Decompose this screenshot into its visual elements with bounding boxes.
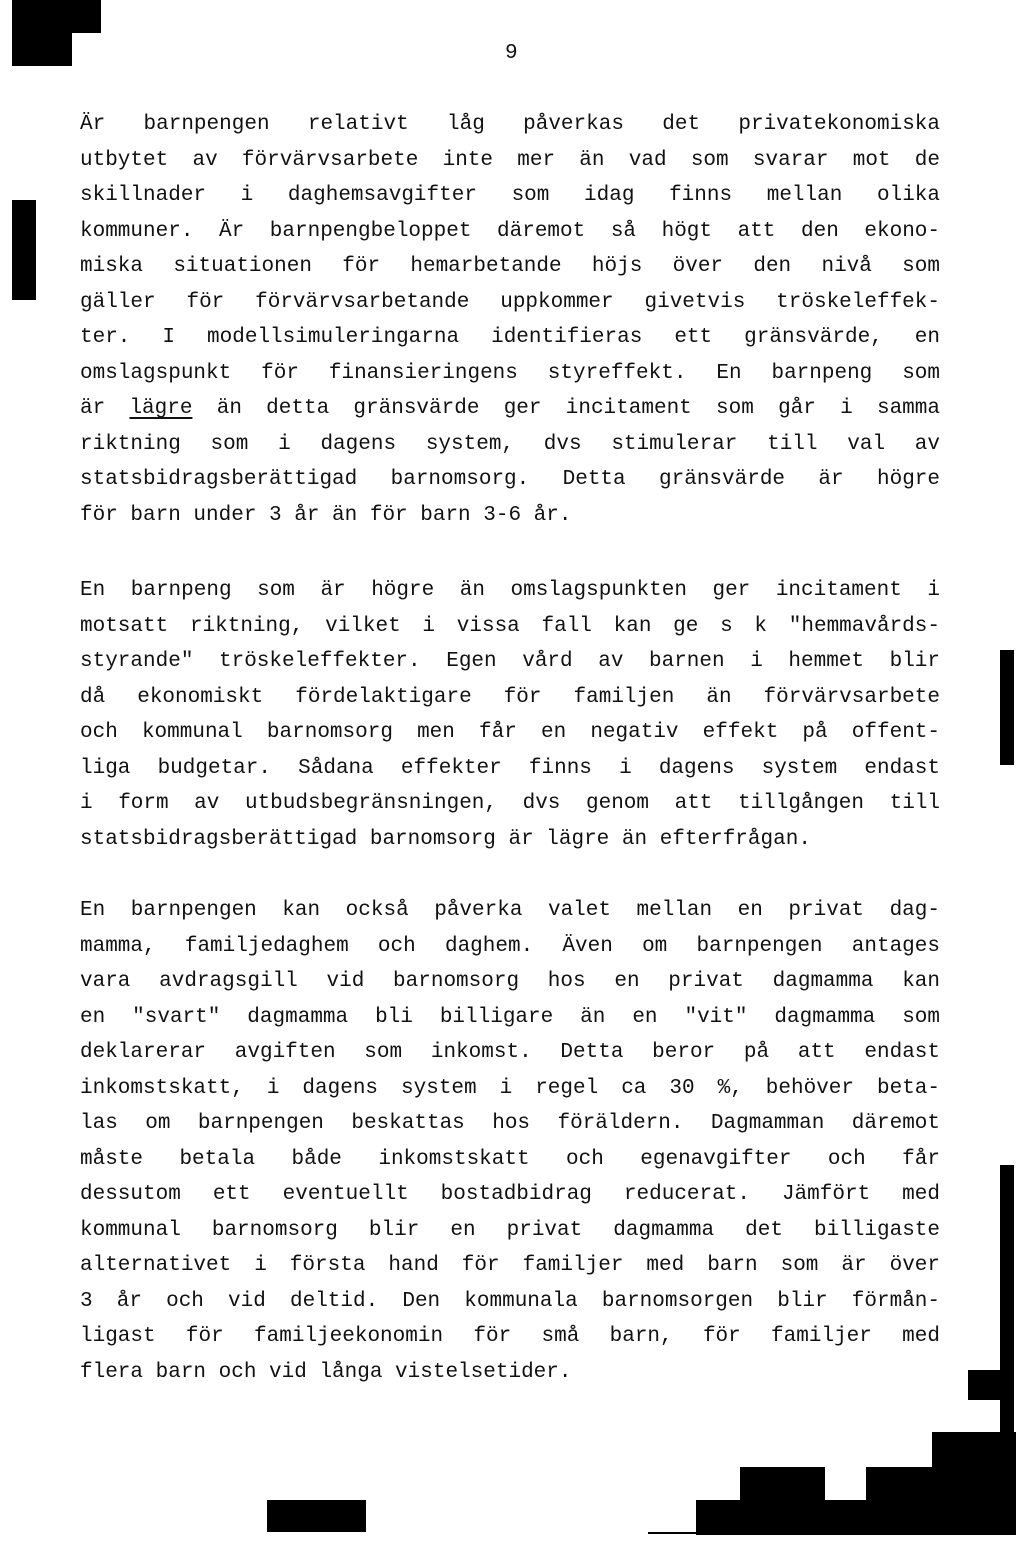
text-line: dessutom ett eventuellt bostadbidrag reducerat. Jämfört med (80, 1183, 940, 1206)
scan-artifact-bottom-small (267, 1500, 366, 1532)
text-line: En barnpengen kan också påverka valet mellan en privat dag- (80, 899, 940, 922)
text-line: liga budgetar. Sådana effekter finns i dagens system endast (80, 756, 940, 780)
scan-artifact-bottom-right-5 (932, 1432, 1016, 1472)
page-number: 9 (505, 42, 518, 65)
scan-artifact-bottom-rule (648, 1532, 698, 1534)
scan-artifact-bottom-right-4 (866, 1467, 1016, 1535)
text-line: och kommunal barnomsorg men får en negativ effekt på offent- (80, 721, 940, 744)
text-line: inkomstskatt, i dagens system i regel ca 30 %, behöver beta- (80, 1076, 940, 1100)
scan-artifact-bottom-right-3 (820, 1500, 870, 1535)
text-line: mamma, familjedaghem och daghem. Även om barnpengen antages (80, 934, 940, 958)
text-line: statsbidragsberättigad barnomsorg. Detta gränsvärde är högre (80, 468, 940, 491)
text-before: är (80, 397, 130, 420)
text-line: flera barn och vid långa vistelsetider. (80, 1360, 572, 1384)
text-line: för barn under 3 år än för barn 3-6 år. (80, 503, 572, 527)
text-line: Är barnpengen relativt låg påverkas det privatekonomiska (80, 113, 940, 136)
text-line: En barnpeng som är högre än omslagspunkten ger incitament i (80, 579, 940, 602)
underlined-word: lägre (129, 397, 193, 420)
text-line: 3 år och vid deltid. Den kommunala barnomsorgen blir förmån- (80, 1289, 940, 1313)
text-line: styrande" tröskeleffekter. Egen vård av barnen i hemmet blir (80, 650, 940, 673)
text-after: än detta gränsvärde ger incitament som går i samma (192, 397, 940, 420)
text-line: gäller för förvärvsarbetande uppkommer givetvis tröskeleffek- (80, 290, 940, 314)
text-line: skillnader i daghemsavgifter som idag finns mellan olika (80, 184, 940, 207)
text-line: alternativet i första hand för familjer med barn som är över (80, 1254, 940, 1277)
text-line: då ekonomiskt fördelaktigare för familjen än förvärvsarbete (80, 685, 940, 709)
text-line: måste betala både inkomstskatt och egenavgifter och får (80, 1147, 940, 1171)
text-line: kommuner. Är barnpengbeloppet däremot så högt att den ekono- (80, 219, 940, 243)
scan-artifact-bottom-right-2 (740, 1467, 825, 1535)
text-line: i form av utbudsbegränsningen, dvs genom att tillgången till (80, 792, 940, 815)
scan-artifact-left-bar (12, 200, 36, 300)
text-line: kommunal barnomsorg blir en privat dagmamma det billigaste (80, 1218, 940, 1242)
text-line: statsbidragsberättigad barnomsorg är lägre än efterfrågan. (80, 827, 811, 851)
scan-artifact-bottom-right-1 (696, 1500, 744, 1535)
text-line: miska situationen för hemarbetande höjs över den nivå som (80, 255, 940, 278)
text-line: en "svart" dagmamma bli billigare än en "vit" dagmamma som (80, 1005, 940, 1029)
scan-artifact-right-tab (968, 1370, 1014, 1400)
text-line: vara avdragsgill vid barnomsorg hos en privat dagmamma kan (80, 970, 940, 993)
paragraph-3 (80, 893, 940, 1390)
text-line: ter. I modellsimuleringarna identifieras ett gränsvärde, en (80, 326, 940, 349)
text-line: deklarerar avgiften som inkomst. Detta beror på att endast (80, 1041, 940, 1064)
paragraph-2 (80, 573, 940, 857)
text-line: utbytet av förvärvsarbete inte mer än vad som svarar mot de (80, 148, 940, 172)
text-line: ligast för familjeekonomin för små barn, för familjer med (80, 1325, 940, 1348)
text-line: omslagspunkt för finansieringens styreffekt. En barnpeng som (80, 361, 940, 385)
text-line-with-emphasis (80, 391, 940, 427)
text-line: motsatt riktning, vilket i vissa fall kan ge s k "hemmavårds- (80, 614, 940, 638)
scan-artifact-right-bar (1000, 650, 1014, 765)
text-line: las om barnpengen beskattas hos föräldern. Dagmamman däremot (80, 1112, 940, 1135)
paragraph-1 (80, 107, 940, 533)
scan-artifact-top-left-notch (12, 0, 101, 33)
text-line: riktning som i dagens system, dvs stimulerar till val av (80, 432, 940, 456)
